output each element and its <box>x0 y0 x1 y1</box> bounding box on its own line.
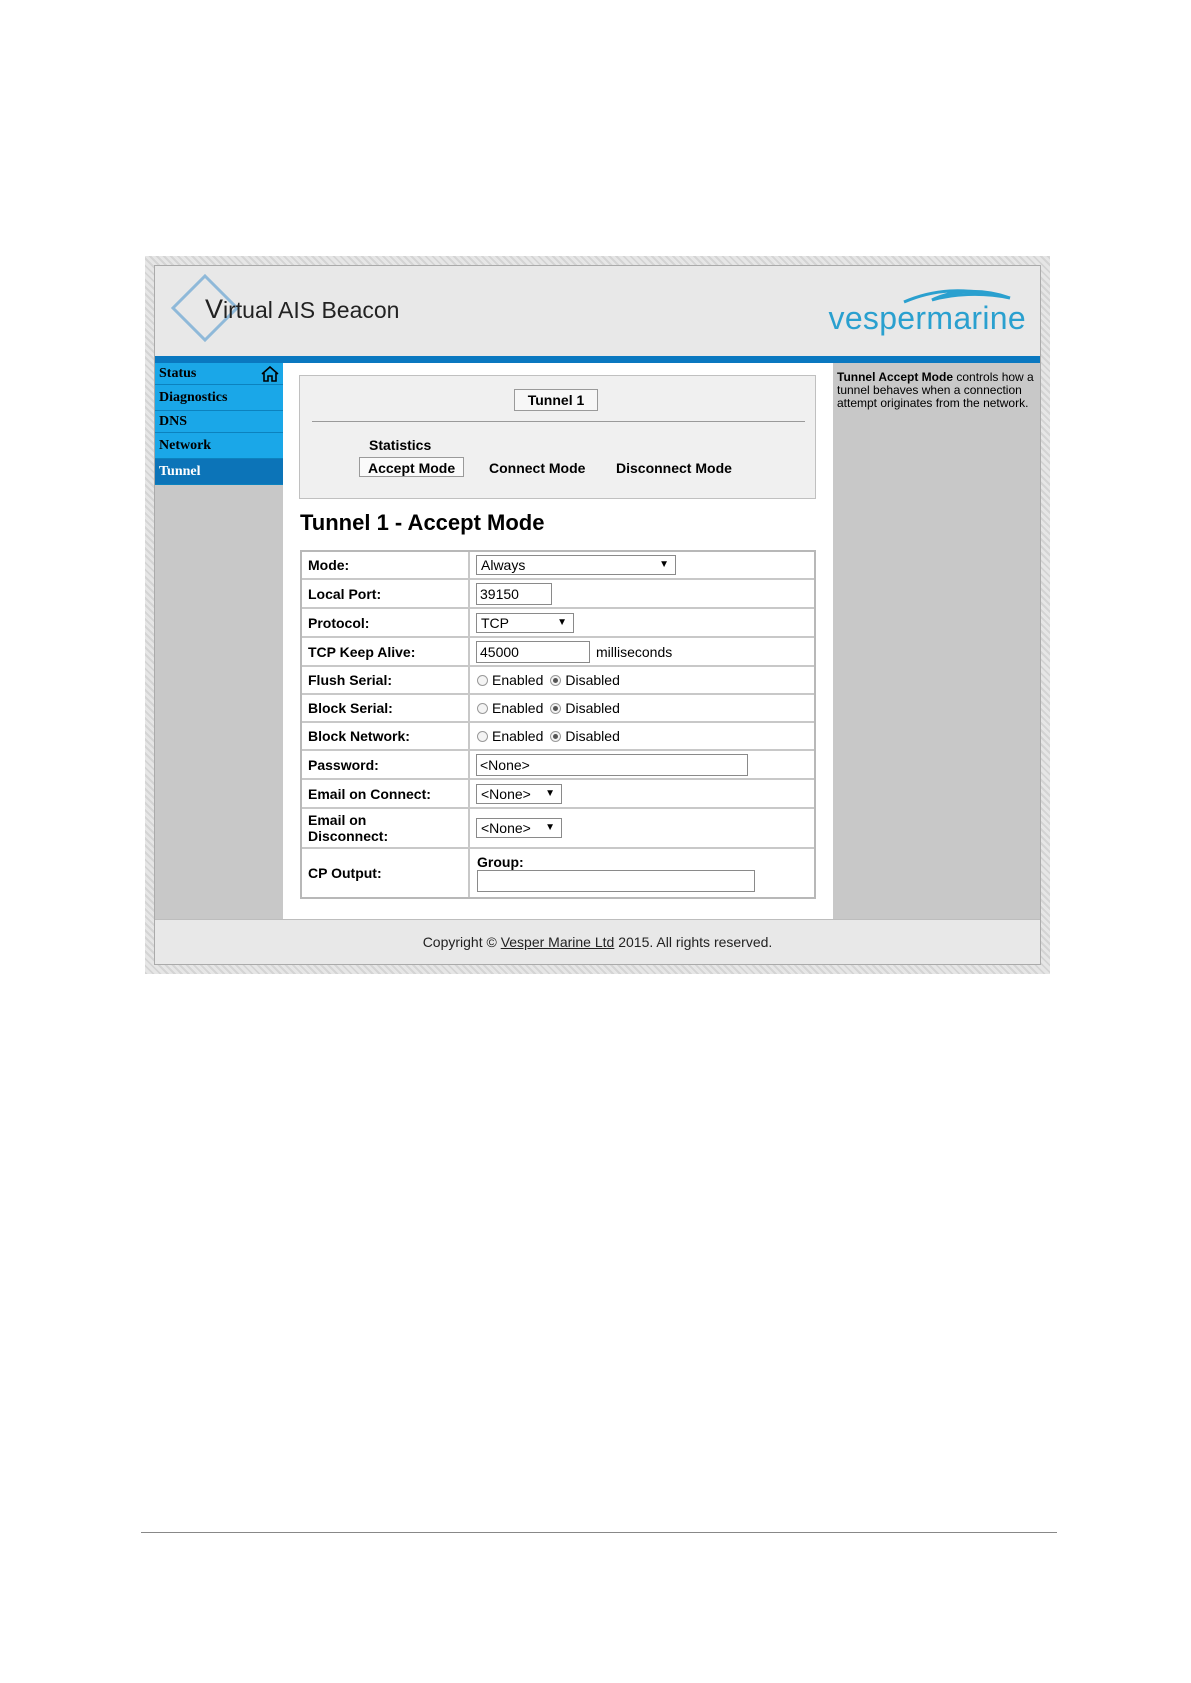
sidebar-item-tunnel[interactable] <box>155 459 283 485</box>
tab-connect-mode[interactable]: Connect Mode <box>489 460 586 476</box>
sidebar-item-label: Tunnel <box>159 464 201 479</box>
header <box>155 266 1040 356</box>
email-disconnect-cell <box>470 809 814 847</box>
screenshot-frame <box>145 256 1050 974</box>
mode-select[interactable] <box>476 555 676 575</box>
radio-label: Enabled <box>492 728 544 744</box>
protocol-cell <box>470 609 814 636</box>
sidebar-item-label: DNS <box>159 414 188 429</box>
block-network-disabled-radio[interactable] <box>550 731 561 742</box>
dropdown-arrow-icon: ▼ <box>659 559 669 570</box>
brand-vesper: vesper <box>828 300 927 336</box>
protocol-select[interactable] <box>476 613 574 633</box>
cp-output-cell <box>470 849 814 897</box>
flush-serial-cell <box>470 667 814 693</box>
email-connect-select[interactable] <box>476 784 562 804</box>
company-link[interactable]: Vesper Marine Ltd <box>500 934 615 950</box>
keep-alive-unit: milliseconds <box>596 643 673 660</box>
tab-statistics[interactable]: Statistics <box>369 437 432 453</box>
page-footer-rule <box>141 1532 1057 1533</box>
app-window <box>154 265 1041 965</box>
header-accent-bar <box>155 356 1040 363</box>
tab-disconnect-mode[interactable]: Disconnect Mode <box>616 460 732 476</box>
radio-label: Disabled <box>565 672 620 688</box>
keep-alive-label: TCP Keep Alive: <box>302 638 470 665</box>
block-network-enabled-radio[interactable] <box>477 731 488 742</box>
dropdown-arrow-icon: ▼ <box>545 822 555 833</box>
local-port-cell <box>470 580 814 607</box>
form-row-block-serial <box>302 695 814 723</box>
form-row-flush-serial <box>302 667 814 695</box>
block-network-label: Block Network: <box>302 723 470 749</box>
copyright-suffix: 2015. All rights reserved. <box>614 934 773 950</box>
block-serial-cell <box>470 695 814 721</box>
copyright-prefix: Copyright © <box>422 934 501 950</box>
radio-label: Disabled <box>565 700 620 716</box>
protocol-selected: TCP <box>481 614 509 631</box>
email-disconnect-label-line1: Email on <box>308 812 367 828</box>
form-row-block-network <box>302 723 814 751</box>
main-content <box>283 363 833 919</box>
form-row-local-port <box>302 580 814 609</box>
copyright <box>155 934 1040 950</box>
email-disconnect-label <box>302 809 470 847</box>
form-row-email-disconnect <box>302 809 814 849</box>
sidebar-item-network[interactable] <box>155 433 283 459</box>
mode-label: Mode: <box>302 552 470 578</box>
email-connect-selected: <None> <box>481 785 531 802</box>
sidebar-item-label: Network <box>159 438 212 453</box>
block-network-cell <box>470 723 814 749</box>
tab-panel <box>299 375 816 499</box>
form-row-email-connect <box>302 780 814 809</box>
form-row-cp-output <box>302 849 814 897</box>
radio-label: Enabled <box>492 700 544 716</box>
block-serial-enabled-radio[interactable] <box>477 703 488 714</box>
block-serial-label: Block Serial: <box>302 695 470 721</box>
help-text <box>837 371 1037 410</box>
logo-text: irtual AIS Beacon <box>223 297 400 323</box>
tab-tunnel-1[interactable]: Tunnel 1 <box>514 389 598 411</box>
sidebar <box>155 363 283 919</box>
settings-form <box>300 550 816 899</box>
sidebar-item-status[interactable] <box>155 363 283 385</box>
mode-selected: Always <box>481 557 526 573</box>
email-disconnect-selected: <None> <box>481 820 531 836</box>
help-panel <box>833 363 1040 919</box>
email-disconnect-select[interactable] <box>476 818 562 838</box>
divider <box>312 421 805 422</box>
dropdown-arrow-icon: ▼ <box>557 616 567 628</box>
dropdown-arrow-icon: ▼ <box>545 787 555 799</box>
radio-label: Disabled <box>565 728 620 744</box>
keep-alive-input[interactable]: 45000 <box>476 641 590 663</box>
mode-value-cell <box>470 552 814 578</box>
protocol-label: Protocol: <box>302 609 470 636</box>
password-input[interactable]: <None> <box>476 754 748 776</box>
sidebar-item-diagnostics[interactable] <box>155 385 283 411</box>
help-title: Tunnel Accept Mode <box>837 370 954 384</box>
cp-output-label: CP Output: <box>302 849 470 897</box>
keep-alive-cell <box>470 638 814 665</box>
sidebar-item-dns[interactable] <box>155 411 283 433</box>
flush-serial-disabled-radio[interactable] <box>550 675 561 686</box>
group-input[interactable] <box>477 870 755 892</box>
app-logo-title <box>205 294 399 325</box>
local-port-label: Local Port: <box>302 580 470 607</box>
local-port-input[interactable]: 39150 <box>476 583 552 605</box>
email-connect-cell <box>470 780 814 807</box>
form-row-protocol <box>302 609 814 638</box>
form-row-mode <box>302 552 814 580</box>
brand-logo <box>786 290 1026 334</box>
sidebar-item-label: Status <box>159 366 197 381</box>
form-row-keep-alive <box>302 638 814 667</box>
sidebar-item-label: Diagnostics <box>159 390 228 405</box>
flush-serial-label: Flush Serial: <box>302 667 470 693</box>
page-title: Tunnel 1 - Accept Mode <box>300 510 545 535</box>
password-cell <box>470 751 814 778</box>
group-label: Group: <box>477 854 524 870</box>
email-disconnect-label-line2: Disconnect: <box>308 828 389 844</box>
radio-label: Enabled <box>492 672 544 688</box>
footer <box>155 919 1040 964</box>
block-serial-disabled-radio[interactable] <box>550 703 561 714</box>
tab-accept-mode[interactable]: Accept Mode <box>359 457 464 477</box>
help-body: controls how a tunnel behaves when a connection attempt originates from the network. <box>837 370 1034 410</box>
logo-v: V <box>205 294 224 324</box>
flush-serial-enabled-radio[interactable] <box>477 675 488 686</box>
password-label: Password: <box>302 751 470 778</box>
brand-name <box>829 300 1026 337</box>
brand-marine: marine <box>926 300 1026 336</box>
form-row-password <box>302 751 814 780</box>
email-connect-label: Email on Connect: <box>302 780 470 807</box>
home-icon <box>261 366 279 382</box>
